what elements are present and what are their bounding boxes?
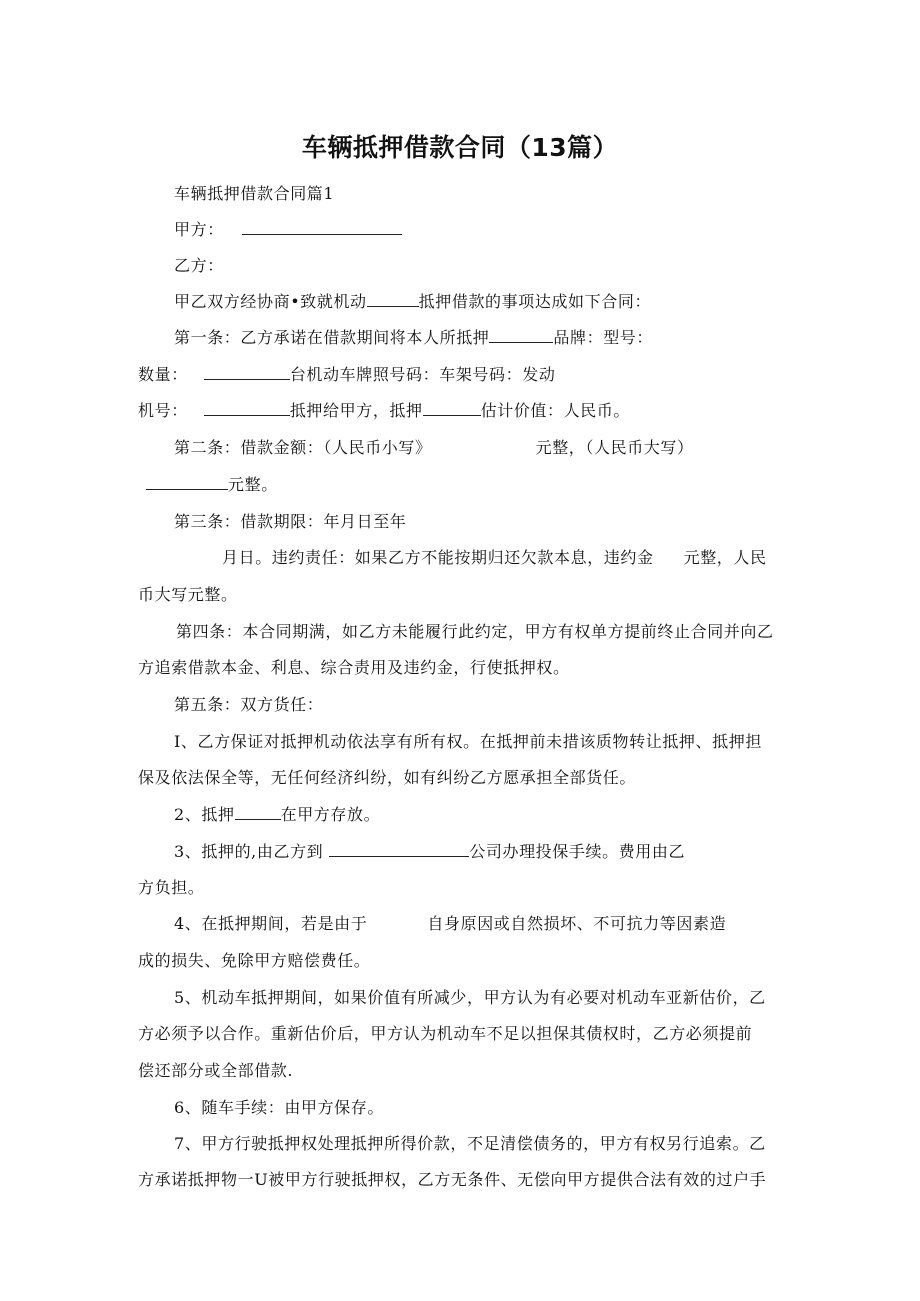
art1-engine-label: 机号： xyxy=(138,401,188,420)
art3-text-1: 月日。违约责任：如果乙方不能按期归还欠款本息，违约金 xyxy=(222,548,654,567)
intro-text-2: 抵押借款的事项达成如下合同： xyxy=(418,292,652,311)
article-4-line-2: 方追索借款本金、利息、综合责用及违约金，行使抵押权。 xyxy=(138,658,570,677)
item4-text-2: 自身原因或自然损坏、不可抗力等因素造 xyxy=(427,914,727,933)
item2-text-1: 2、抵押 xyxy=(174,805,235,824)
art1-text-2: 品牌：型号： xyxy=(553,328,654,347)
article-5-heading: 第五条：双方货任： xyxy=(174,695,324,714)
article-5-item-1-line-1: I、乙方保证对抵押机动依法享有所有权。在抵押前未措该质物转让抵押、抵押担 xyxy=(174,732,762,751)
art1-blank-3 xyxy=(204,400,290,416)
art1-text-1: 第一条：乙方承诺在借款期间将本人所抵押 xyxy=(174,328,490,347)
article-5-item-4-line-1 xyxy=(174,913,726,935)
article-5-item-5-line-1: 5、机动车抵押期间，如果价值有所减少，甲方认为有必要对机动车亚新估价，乙 xyxy=(174,988,766,1007)
item2-blank xyxy=(235,804,281,820)
item4-text-1: 4、在抵押期间，若是由于 xyxy=(174,914,368,933)
art1-blank-2 xyxy=(204,364,290,380)
article-5-item-7-line-1: 7、甲方行驶抵押权处理抵押所得价款，不足清偿债务的，甲方有权另行追索。乙 xyxy=(174,1134,766,1153)
article-5-item-7-line-2: 方承诺抵押物一U被甲方行驶抵押权，乙方无条件、无偿向甲方提供合法有效的过户手 xyxy=(138,1170,767,1189)
item3-text-1: 3、抵押的,由乙方到 xyxy=(174,842,324,861)
article-1-line-1 xyxy=(174,327,653,349)
intro-text-1: 甲乙双方经协商•致就机动 xyxy=(174,292,367,311)
article-5-item-6: 6、随车手续：由甲方保存。 xyxy=(174,1098,384,1117)
article-2-line-2 xyxy=(146,474,278,496)
art2-text-3: 元整。 xyxy=(228,475,278,494)
article-4-line-1: 第四条：本合同期满，如乙方未能履行此约定，甲方有权单方提前终止合同并向乙 xyxy=(176,622,774,641)
party-b-label: 乙方： xyxy=(174,256,224,275)
item3-blank xyxy=(329,841,469,857)
intro-blank xyxy=(367,291,419,307)
article-1-line-3 xyxy=(138,400,630,422)
article-5-item-5-line-2: 方必须予以合作。重新估价后，甲方认为机动车不足以担保其债权时，乙方必须提前 xyxy=(138,1024,753,1043)
article-5-item-5-line-3: 偿还部分或全部借款. xyxy=(138,1061,294,1080)
item2-text-2: 在甲方存放。 xyxy=(280,805,381,824)
party-a-label: 甲方： xyxy=(174,220,224,239)
article-5-item-3-line-1 xyxy=(174,841,685,863)
art2-text-2: 元整，（人民币大写） xyxy=(535,438,694,457)
article-5-item-2 xyxy=(174,804,380,826)
art2-text-1: 第二条：借款金额：（人民币小写》 xyxy=(174,438,432,457)
item3-text-2: 公司办理投保手续。费用由乙 xyxy=(469,842,686,861)
art1-text-4: 抵押给甲方，抵押 xyxy=(289,401,423,420)
article-5-item-1-line-2: 保及依法保全等，无任何经济纠纷，如有纠纷乙方愿承担全部货任。 xyxy=(138,768,637,787)
article-3-line-2 xyxy=(222,547,767,569)
section-subtitle: 车辆抵押借款合同篇1 xyxy=(174,184,335,203)
art1-text-5: 估计价值：人民币。 xyxy=(480,401,631,420)
article-5-item-3-line-2: 方负担。 xyxy=(138,878,205,897)
party-a-blank xyxy=(242,219,402,235)
intro-line xyxy=(174,291,651,313)
article-2-line-1 xyxy=(174,437,694,459)
document-title: 车辆抵押借款合同（13篇） xyxy=(301,133,619,162)
article-3-line-1: 第三条：借款期限：年月日至年 xyxy=(174,512,407,531)
party-a-line xyxy=(174,219,402,241)
art1-quantity-label: 数量： xyxy=(138,365,188,384)
art1-blank-1 xyxy=(489,327,553,343)
article-1-line-2 xyxy=(138,364,555,386)
art1-blank-4 xyxy=(423,400,481,416)
art3-text-2: 元整，人民 xyxy=(683,548,767,567)
article-3-line-3: 币大写元整。 xyxy=(138,585,238,604)
art2-blank xyxy=(146,474,228,490)
article-5-item-4-line-2: 成的损失、免除甲方赔偿费任。 xyxy=(138,951,371,970)
art1-text-3: 台机动车牌照号码：车架号码：发动 xyxy=(289,365,556,384)
